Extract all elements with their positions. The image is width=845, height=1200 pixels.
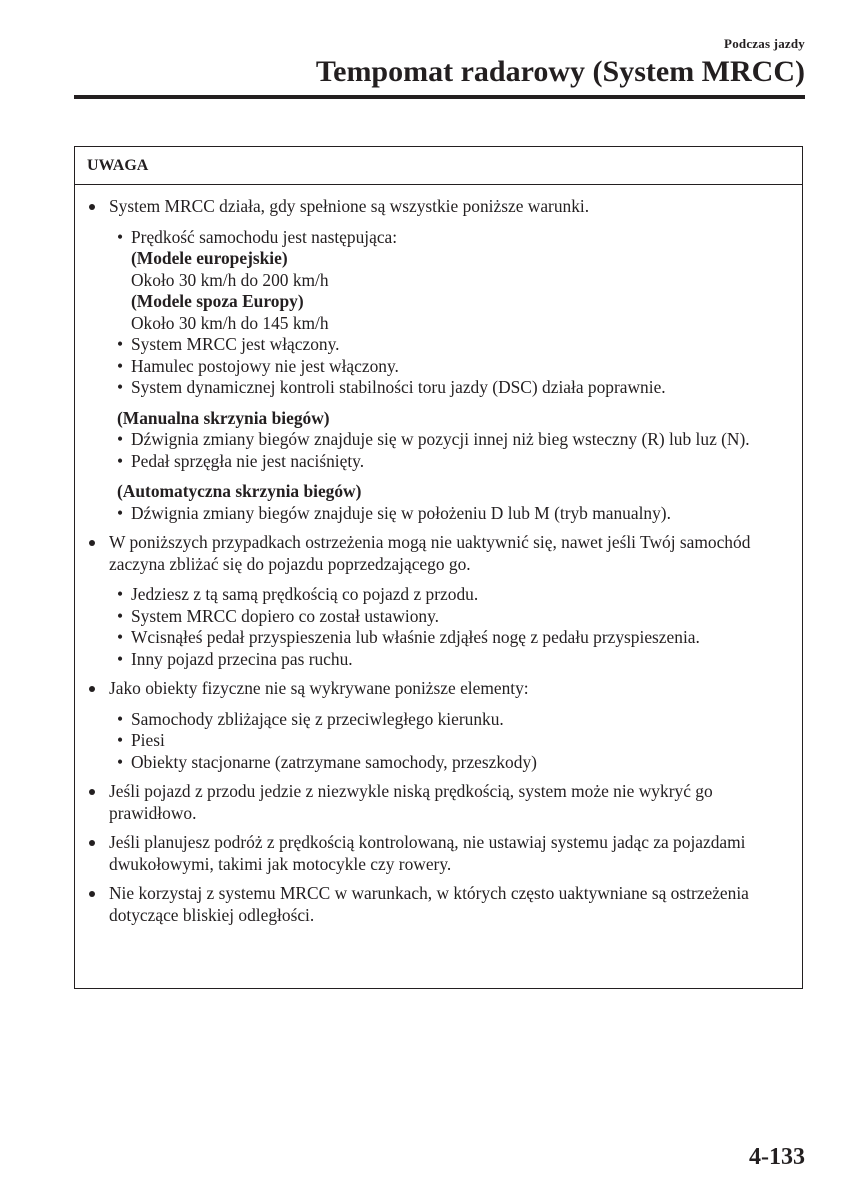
speed-value-europe: Około 30 km/h do 200 km/h <box>131 269 329 290</box>
warning-heading: UWAGA <box>75 147 802 185</box>
sub-bullet-dsc: • System dynamicznej kontroli stabilności toru jazdy (DSC) działa poprawnie. <box>85 377 792 399</box>
bullet-two-wheelers: Jeśli planujesz podróż z prędkością kontrolowaną, nie ustawiaj systemu jadąc za pojazdami dwukołowymi, takimi jak motocykle czy rowery. <box>85 832 792 875</box>
page-number: 4-133 <box>749 1144 805 1170</box>
manual-transmission-heading: (Manualna skrzynia biegów) <box>117 407 330 428</box>
sub-bullet-accelerator: • Wcisnąłeś pedał przyspieszenia lub właśnie zdjąłeś nogę z pedału przyspieszenia. <box>85 627 792 649</box>
sub-bullet-mrcc-on: • System MRCC jest włączony. <box>85 334 792 356</box>
warning-box <box>74 146 803 989</box>
section-label: Podczas jazdy <box>724 36 805 51</box>
bullet-frequent-warnings: Nie korzystaj z systemu MRCC w warunkach, w których często uaktywniane są ostrzeżenia dotyczące bliskiej odległości. <box>85 883 792 926</box>
sub-bullet-oncoming: • Samochody zbliżające się z przeciwległego kierunku. <box>85 709 792 731</box>
automatic-transmission-heading: (Automatyczna skrzynia biegów) <box>117 481 362 501</box>
sub-bullet-clutch: • Pedał sprzęgła nie jest naciśnięty. <box>85 451 792 473</box>
sub-bullet-stationary: • Obiekty stacjonarne (zatrzymane samochody, przeszkody) <box>85 752 792 774</box>
sub-bullet-cut-in: • Inny pojazd przecina pas ruchu. <box>85 649 792 671</box>
sub-bullet-automatic-lever: • Dźwignia zmiany biegów znajduje się w położeniu D lub M (tryb manualny). <box>85 503 792 525</box>
sub-bullet-same-speed: • Jedziesz z tą samą prędkością co pojazd z przodu. <box>85 584 792 606</box>
sub-bullet-just-set: • System MRCC dopiero co został ustawiony. <box>85 606 792 628</box>
bullet-conditions: System MRCC działa, gdy spełnione są wszystkie poniższe warunki. <box>85 196 792 218</box>
sub-bullet-pedestrians: • Piesi <box>85 730 792 752</box>
bullet-warnings: W poniższych przypadkach ostrzeżenia mogą nie uaktywnić się, nawet jeśli Twój samochód zaczyna zbliżać się do pojazdu poprzedzającego go. <box>85 532 792 575</box>
speed-heading-non-europe: (Modele spoza Europy) <box>131 291 304 311</box>
sub-bullet-speed: • Prędkość samochodu jest następująca: <box>85 227 792 249</box>
warning-content <box>75 185 802 926</box>
page-title: Tempomat radarowy (System MRCC) <box>315 55 805 88</box>
title-divider <box>74 95 805 99</box>
bullet-low-speed: Jeśli pojazd z przodu jedzie z niezwykle niską prędkością, system może nie wykryć go prawidłowo. <box>85 781 792 824</box>
bullet-not-detected: Jako obiekty fizyczne nie są wykrywane poniższe elementy: <box>85 678 792 700</box>
speed-value-non-europe: Około 30 km/h do 145 km/h <box>131 312 329 333</box>
sub-bullet-parking-brake: • Hamulec postojowy nie jest włączony. <box>85 356 792 378</box>
sub-bullet-manual-lever: • Dźwignia zmiany biegów znajduje się w pozycji innej niż bieg wsteczny (R) lub luz (N). <box>85 429 792 451</box>
speed-heading-europe: (Modele europejskie) <box>131 248 288 268</box>
